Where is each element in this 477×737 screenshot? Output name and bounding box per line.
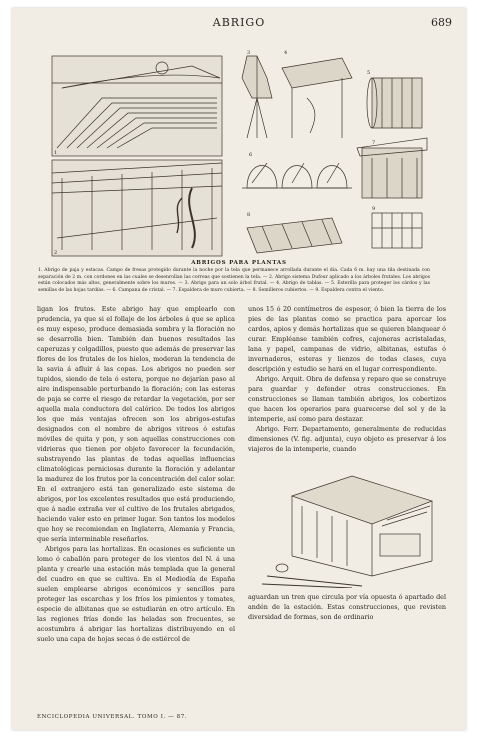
paragraph: Abrigo. Arquit. Obra de defensa y reparo que se construye para guardar y defender otras construcciones. En construcciones se llaman también abrigos, los cobertizos que hacen los operarios para guarecerse del sol y de la intemperie, así como para destazar. xyxy=(248,375,447,423)
paragraph: Abrigo. Ferr. Departamento, generalmente de reducidas dimensiones (V. fig. adjunta), cuyo objeto es preservar á los viajeros de la intemperie, cuando xyxy=(248,425,446,453)
page-number: 689 xyxy=(431,16,452,29)
figure-panel-7 xyxy=(357,138,427,198)
figure-number-9: 9 xyxy=(372,206,376,212)
paragraph: unos 15 ó 20 centímetros de espesor, ó bien la tierra de los pies de las plantas como se practica para aporcar los cardos, apios y demás hortalizas que se quieren blanquear ó curar. Empléanse también cofres, cajoneras acristaladas, lana y papel, campanas de vidrio, albitanas, estufas ó invernaderos, esteras y lienzos de todas clases, cuya descripción y estudio se hará en el lugar correspondiente. xyxy=(248,305,446,373)
figure-number-2: 2 xyxy=(54,250,58,256)
figure-panel-5 xyxy=(367,78,422,128)
figure-panel-4 xyxy=(282,58,352,138)
figure-panel-1 xyxy=(52,56,222,156)
left-column xyxy=(37,304,235,644)
figure-panel-3 xyxy=(242,56,272,138)
figure-number-4: 4 xyxy=(284,50,288,56)
figure-number-3: 3 xyxy=(247,50,251,56)
paragraph: Abrigos para las hortalizas. En ocasiones es suficiente un lomo ó caballón para proteger de los vientos del N. á una planta y crearle una estación más templada que la general del cuadro en que se cultiva. En el Mediodía de España suelen emplearse abrigos económicos y sencillos para proteger las escarchas y los fríos los pimientos y tomates, especie de albitanas que se estudiarán en otro artículo. En las regiones frías donde las heladas son frecuentes, se acostumbra á abrigar las hortalizas distribuyendo en el suelo una capa de hojas secas ó de estiércol de xyxy=(37,545,235,643)
running-title: ABRIGO xyxy=(212,16,266,29)
figure-number-5: 5 xyxy=(367,70,371,76)
right-column xyxy=(248,304,446,454)
plate-illustration xyxy=(42,38,432,260)
figure-panel-6 xyxy=(242,163,352,188)
paragraph: ligan los frutos. Este abrigo hay que emplearlo con prudencia, ya que si el follaje de los árboles á que se aplica es muy espeso, produce demasiada sombra y la floración no se desarrolla bien. También dan buenos resultados las caperuzas y colgadillos, puesto que además de preservar las flores de los frutales de los hielos, moderan la tendencia de la savia á afluir á las copas. Los abrigos no pueden ser tupidos, siendo de tela ó estera, porque no dejarían paso al aire indispensable perturbando la floración; con las esteras de paja se corre el riesgo de retardar la vegetación, por ser aquella mala conductora del calórico. De todos los abrigos los que más ventajas ofrecen son los abrigos-estufas designados con el nombre de abrigos vitreos ó estufas móviles de quita y pon, y son aquellas construcciones con vidrieras que tienen por objeto favorecer la fecundación, substrayendo las plantas de todas aquellas influencias climatológicas perniciosas durante la floración y adelantar la madurez de los frutos por la concentración del calor solar. En el extranjero está tan generalizado este sistema de abrigos, por los excelentes resultados que está produciendo, que á nadie extraña ver el cultivo de los frutales abrigados, haciendo valer esto en primer lugar. Son tantos los modelos que hoy se recomiendan en Inglaterra, Alemania y Francia, que sería interminable reseñarlos. xyxy=(37,305,235,543)
figure-number-1: 1 xyxy=(54,150,58,156)
figure-number-7: 7 xyxy=(372,140,376,146)
figure-number-6: 6 xyxy=(249,152,253,158)
figure-panel-8 xyxy=(247,218,342,253)
plate-caption: ABRIGOS PARA PLANTAS xyxy=(191,260,287,266)
shelter-illustration xyxy=(262,456,452,588)
right-column-continued: aguardan un tren que circula por vía opuesta ó apartado del andén de la estación. Estas construcciones, que revisten diversidad de formas, son de ordinario xyxy=(248,593,446,621)
footer-imprint: ENCICLOPEDIA UNIVERSAL. TOMO I. — 87. xyxy=(37,714,188,720)
figure-panel-9 xyxy=(372,213,422,248)
figure-number-8: 8 xyxy=(247,212,251,218)
page-sheet xyxy=(12,8,466,730)
plate-legend: 1. Abrigo de paja y estacas. Campo de fresas protegido durante la noche por la tela que permanece arrollada durante el día. Cada 6 m. hay una tila destinada con separación de 2 m. con cordones en las cuales se desenrollan las correas que sostienen la tela. — 2. Abrigo sistema Dufour aplicado a los árboles frutales. Los abrigos están colocados más altos, generalmente sobre los muros. — 3. Abrigo para un solo árbol frutal. — 4. Abrigo de tablas. — 5. Esterilla para proteger los cárdos y las semillas de las hojas tardías. — 6. Campana de cristal. — 7. Espaldera de muro cubierta. — 8. Semilleros cubiertos. — 9. Espaldera contra el viento. xyxy=(38,268,430,293)
